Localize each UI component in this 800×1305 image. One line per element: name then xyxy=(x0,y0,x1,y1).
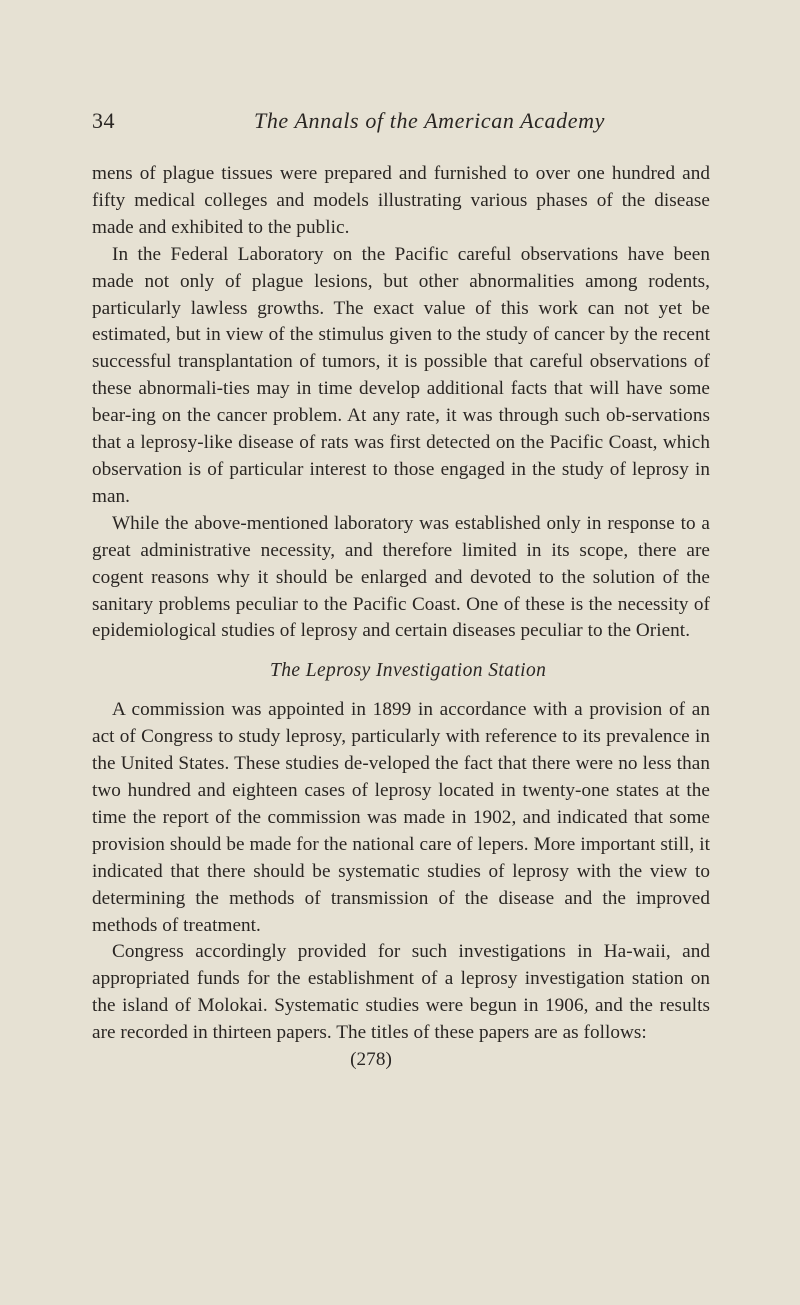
page-number: 34 xyxy=(92,108,115,133)
paragraph-congress: Congress accordingly provided for such investigations in Ha-waii, and appropriated funds for the establishment of a leprosy investigation station on the island of Molokai. Systematic studies were begun in 1906, and the results are recorded in thirteen papers. The titles of these papers are as follows: xyxy=(92,941,710,1044)
paragraph-federal-laboratory: In the Federal Laboratory on the Pacific careful observations have been made not only of plague lesions, but other abnormalities among rodents, particularly lawless growths. The exact value of this work can not yet be estimated, but in view of the stimulus given to the study of cancer by the recent successful transplantation of tumors, it is possible that careful observations of these abnormali-ties may in time develop additional facts that will have some bear-ing on the cancer problem. At any rate, it was through such ob-servations that a leprosy-like disease of rats was first detected on the Pacific Coast, which observation is of particular interest to those engaged in the study of leprosy in man. xyxy=(92,243,710,507)
folio-number: (278) xyxy=(350,1049,392,1071)
body-text xyxy=(92,161,710,1074)
page-header xyxy=(92,108,712,148)
running-head: The Annals of the American Academy xyxy=(254,108,605,133)
paragraph-commission: A commission was appointed in 1899 in accordance with a provision of an act of Congress to study leprosy, particularly with reference to its prevalence in the United States. These studies de-veloped the fact that there were no less than two hundred and eighteen cases of leprosy located in twenty-one states at the time the report of the commission was made in 1902, and indicated that some provision should be made for the national care of lepers. More important still, it indicated that there should be systematic studies of leprosy with the view to determining the methods of transmission of the disease and the improved methods of treatment. xyxy=(92,699,710,936)
section-heading: The Leprosy Investigation Station xyxy=(270,660,547,682)
paragraph-laboratory-scope: While the above-mentioned laboratory was established only in response to a great administrative necessity, and therefore limited in its scope, there are cogent reasons why it should be enlarged and devoted to the solution of the sanitary problems peculiar to the Pacific Coast. One of these is the necessity of epidemiological studies of leprosy and certain diseases peculiar to the Orient. xyxy=(92,512,710,642)
paragraph-continuation: mens of plague tissues were prepared and furnished to over one hundred and fifty medical colleges and models illustrating various phases of the disease made and exhibited to the public. xyxy=(92,163,710,238)
